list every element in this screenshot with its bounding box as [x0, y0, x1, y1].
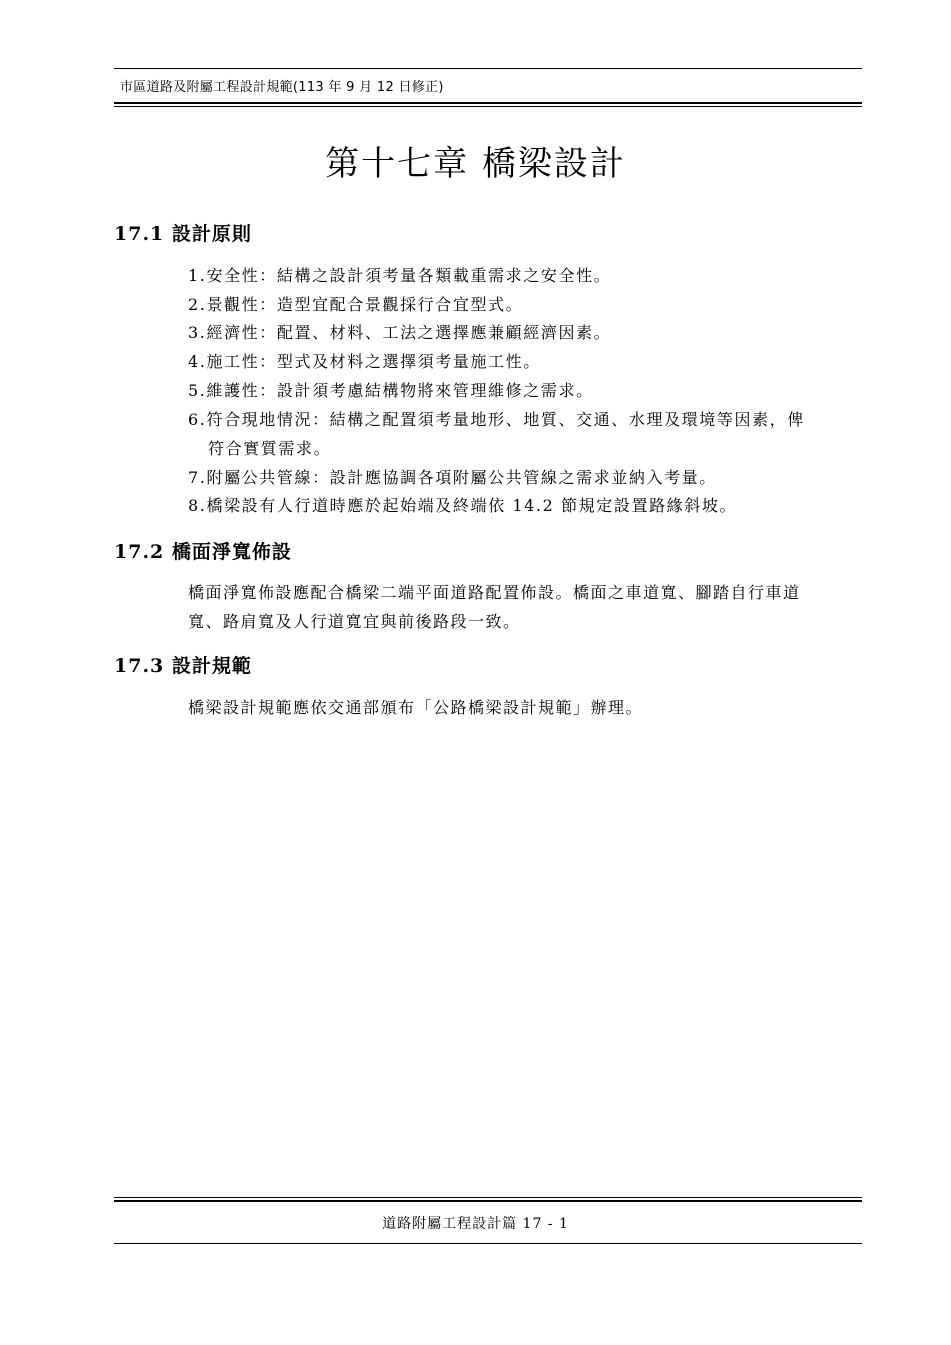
list-item: 4.施工性：型式及材料之選擇須考量施工性。: [188, 352, 541, 371]
list-item: 3.經濟性：配置、材料、工法之選擇應兼顧經濟因素。: [188, 323, 612, 342]
page-footer: 道路附屬工程設計篇 17 - 1: [382, 1216, 569, 1232]
list-item: 2.景觀性：造型宜配合景觀採行合宜型式。: [188, 295, 524, 314]
footer-bottom-rule: [114, 1243, 862, 1244]
list-item: 7.附屬公共管線：設計應協調各項附屬公共管線之需求並納入考量。: [188, 468, 717, 487]
list-item-continuation: 符合實質需求。: [208, 439, 332, 458]
list-item: 1.安全性：結構之設計須考量各類載重需求之安全性。: [188, 266, 612, 285]
chapter-title: 第十七章 橋梁設計: [325, 144, 626, 184]
paragraph-line: 橋梁設計規範應依交通部頒布「公路橋梁設計規範」辦理。: [188, 698, 644, 717]
header-bottom-rule-thin: [114, 106, 862, 107]
footer-top-rule-thick: [114, 1200, 862, 1202]
header-bottom-rule-thick: [114, 102, 862, 104]
running-header: 市區道路及附屬工程設計規範(113 年 9 月 12 日修正): [120, 80, 444, 95]
header-top-rule: [114, 68, 862, 69]
list-item: 8.橋梁設有人行道時應於起始端及終端依 14.2 節規定設置路緣斜坡。: [188, 496, 738, 515]
section-heading-17-2: 17.2 橋面淨寬佈設: [114, 541, 292, 563]
list-item: 5.維護性：設計須考慮結構物將來管理維修之需求。: [188, 381, 594, 400]
section-heading-17-1: 17.1 設計原則: [114, 223, 252, 245]
footer-top-rule-thin: [114, 1197, 862, 1198]
section-heading-17-3: 17.3 設計規範: [114, 655, 252, 677]
paragraph-line: 寬、路肩寬及人行道寬宜與前後路段一致。: [188, 612, 521, 631]
list-item: 6.符合現地情況：結構之配置須考量地形、地質、交通、水理及環境等因素，俾: [188, 410, 805, 429]
paragraph-line: 橋面淨寬佈設應配合橋梁二端平面道路配置佈設。橋面之車道寬、腳踏自行車道: [188, 583, 801, 602]
